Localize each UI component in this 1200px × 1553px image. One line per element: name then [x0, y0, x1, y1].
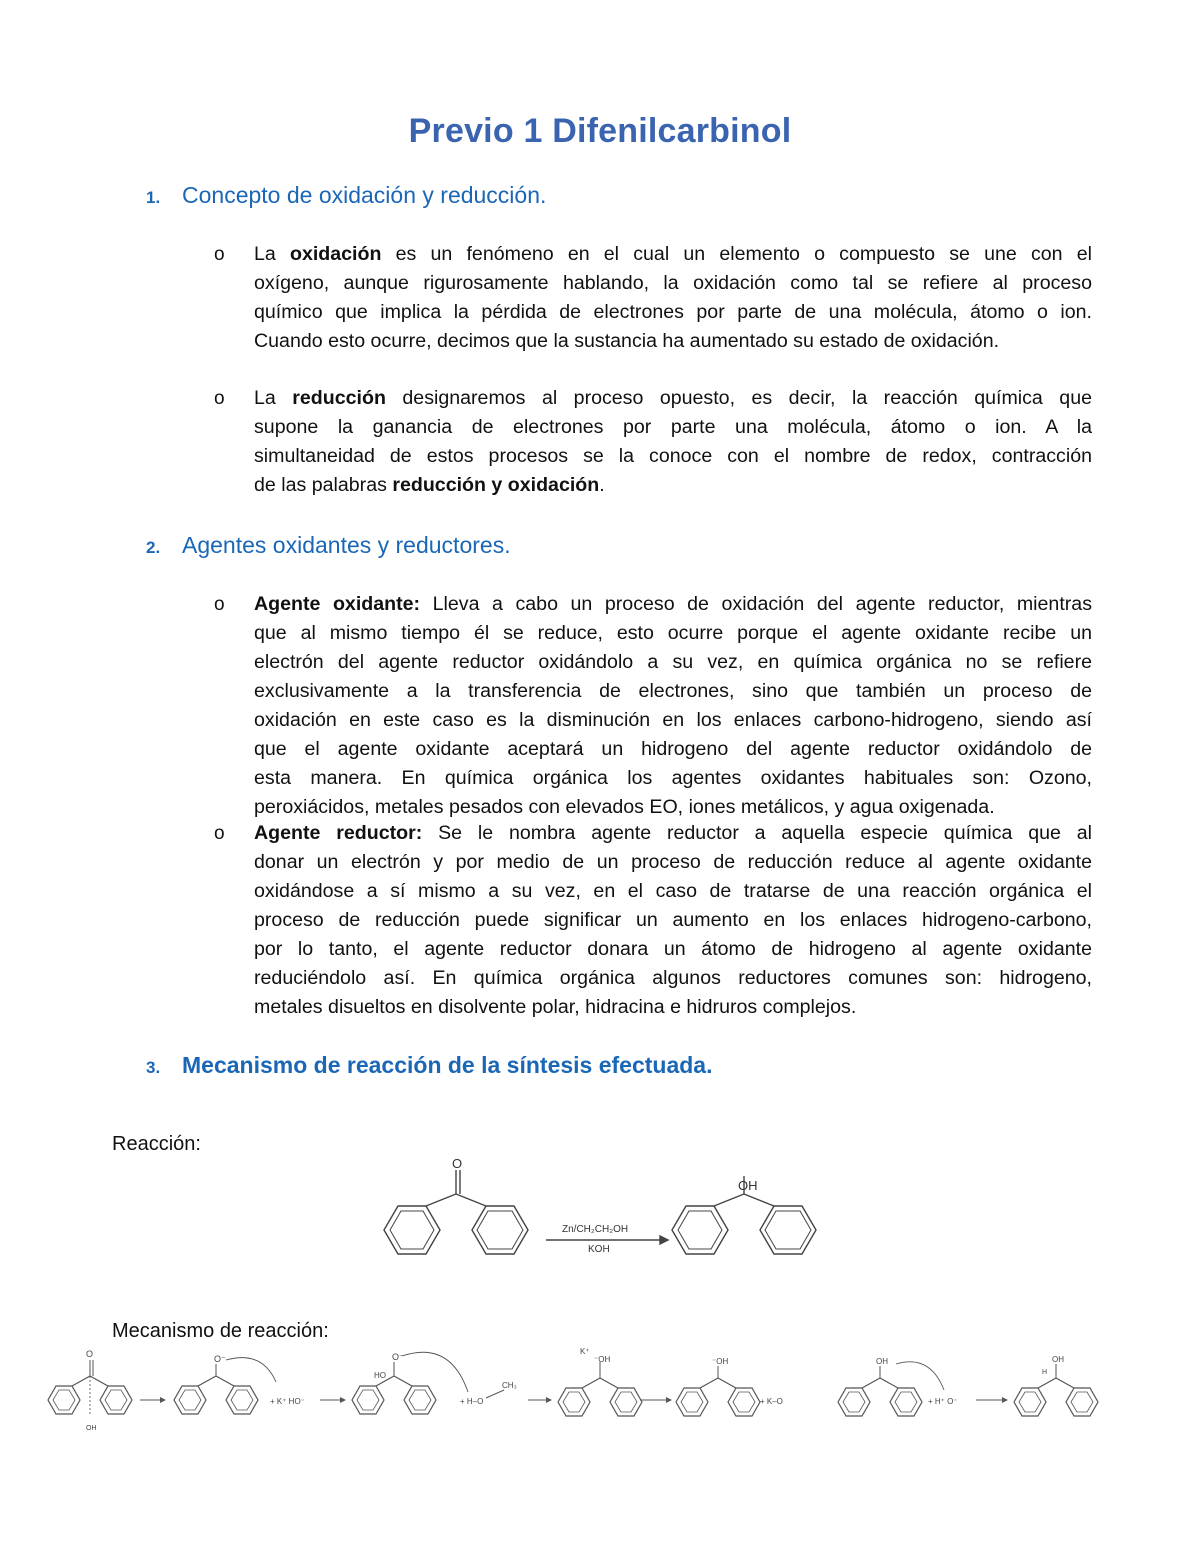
text-line: Agente oxidante: Lleva a cabo un proceso de oxidación del agente reductor, mientras [254, 593, 1092, 615]
bold-term: oxidación [289, 243, 382, 265]
reaction-scheme [370, 1156, 840, 1290]
step3-h-o-label: + H–O [460, 1397, 484, 1406]
text-line: donar un electrón y por medio de un proceso de reducción reduce al agente oxidante [254, 851, 1092, 873]
text-line: simultaneidad de estos procesos se la conoce con el nombre de redox, contracción [254, 445, 1092, 467]
step5-k-o-label: + K–O [760, 1397, 783, 1406]
item-text [254, 819, 1092, 1022]
step6-h-o-label: + H⁺ O⁻ [928, 1397, 958, 1406]
text-line: supone la ganancia de electrones por parte una molécula, átomo o ion. A la [254, 416, 1092, 438]
step2-o-minus-label: O⁻ [214, 1354, 226, 1364]
text-line: por lo tanto, el agente reductor donara un átomo de hidrogeno al agente oxidante [254, 938, 1092, 960]
item-text [254, 590, 1092, 822]
step3-o-minus-label: O⁻ [392, 1352, 404, 1362]
text-line: oxígeno, aunque rigurosamente hablando, la oxidación como tal se refiere al proceso [254, 272, 1092, 294]
bold-term: reducción [292, 387, 386, 409]
bold-term: Agente reductor: [254, 822, 423, 844]
section-title: Mecanismo de reacción de la síntesis efectuada. [182, 1052, 713, 1078]
mechanism-step-5 [676, 1357, 783, 1416]
step4-k-plus-label: K⁺ [580, 1347, 590, 1356]
text-line: La oxidación es un fenómeno en el cual un elemento o compuesto se une con el [254, 243, 1092, 265]
benzene-ring [384, 1206, 440, 1254]
text-line: proceso de reducción puede significar un aumento en los enlaces hidrogeno-carbono, [254, 909, 1092, 931]
step6-oh-label: OH [876, 1357, 888, 1366]
text-line: Agente reductor: Se le nombra agente reductor a aquella especie química que al [254, 822, 1093, 844]
text-line: oxidándose a sí mismo a su vez, en el caso de tratarse de una reacción orgánica el [254, 880, 1092, 902]
section-number: 2. [146, 538, 161, 557]
benzene-ring [472, 1206, 528, 1254]
bold-term: reducción y oxidación [392, 474, 600, 496]
item-text [254, 240, 1092, 356]
bullet-item-oxidacion [214, 240, 1092, 356]
page-title: Previo 1 Difenilcarbinol [408, 112, 792, 150]
text-line: químico que implica la pérdida de electrones por parte de una molécula, átomo o ion. [254, 301, 1092, 323]
text-line: metales disueltos en disolvente polar, hidracina e hidruros complejos. [254, 996, 857, 1018]
section-number: 3. [146, 1058, 161, 1077]
text-line: reduciéndolo así. En química orgánica algunos reductores comunes son: hidrogeno, [254, 967, 1092, 989]
mechanism-scheme [40, 1340, 1130, 1460]
mechanism-step-7 [1014, 1355, 1098, 1416]
text-line: que al mismo tiempo él se reduce, esto ocurre porque el agente oxidante recibe un [254, 622, 1092, 644]
reagent-top-label: Zn/CH₂CH₂OH [562, 1224, 629, 1235]
text-line: que el agente oxidante aceptará un hidrogeno del agente reductor oxidándolo de [254, 738, 1092, 760]
section-title: Concepto de oxidación y reducción. [182, 182, 547, 208]
step2-k-ho-label: + K⁺ HO⁻ [270, 1397, 305, 1406]
hydroxyl-label: OH [738, 1178, 758, 1193]
mechanism-step-1 [48, 1349, 166, 1432]
bullet-circle-icon: o [214, 388, 225, 409]
bold-term: Agente oxidante: [254, 593, 421, 615]
text-line: de las palabras reducción y oxidación. [254, 474, 605, 496]
reaction-label: Reacción: [112, 1133, 201, 1155]
text-line: Cuando esto ocurre, decimos que la sustancia ha aumentado su estado de oxidación. [254, 330, 1000, 352]
oxygen-label: O [452, 1156, 463, 1171]
step7-oh-label: OH [1052, 1355, 1064, 1364]
benzene-ring [760, 1206, 816, 1254]
section-number: 1. [146, 188, 161, 207]
mechanism-step-6 [838, 1357, 1008, 1416]
bullet-item-agente-reductor [214, 819, 1092, 1022]
item-text [254, 384, 1092, 500]
step1-o-label: O [86, 1349, 94, 1359]
bullet-circle-icon: o [214, 594, 225, 615]
section-title: Agentes oxidantes y reductores. [182, 532, 511, 558]
bullet-item-reduccion [214, 384, 1092, 500]
mechanism-step-3 [352, 1352, 552, 1414]
text-line: La reducción designaremos al proceso opuesto, es decir, la reacción química que [254, 387, 1092, 409]
text-line: peroxiácidos, metales pesados con elevados EO, iones metálicos, y agua oxigenada. [254, 796, 995, 818]
section-heading-3 [146, 1052, 713, 1079]
mechanism-label: Mecanismo de reacción: [112, 1320, 329, 1342]
text-line: electrón del agente reductor oxidándolo a su vez, en química orgánica no se refiere [254, 651, 1092, 673]
benzene-ring [672, 1206, 728, 1254]
section-heading-2 [146, 532, 511, 559]
step1-oh-label: OH [86, 1425, 97, 1432]
text-line: esta manera. En química orgánica los agentes oxidantes habituales son: Ozono, [254, 767, 1092, 789]
bullet-item-agente-oxidante [214, 590, 1092, 822]
text-line: oxidación en este caso es la disminución en los enlaces carbono-hidrogeno, siendo así [254, 709, 1092, 731]
step5-oh-label: ⁻OH [712, 1357, 729, 1366]
mechanism-step-4 [558, 1347, 672, 1416]
bullet-circle-icon: o [214, 244, 225, 265]
step3-ch3-label: CH₃ [502, 1381, 517, 1390]
bullet-circle-icon: o [214, 823, 225, 844]
reagent-bottom-label: KOH [588, 1244, 610, 1255]
step3-ho-label: HO [374, 1371, 386, 1380]
text-line: exclusivamente a la transferencia de electrones, sino que también un proceso de [254, 680, 1092, 702]
step4-oh-label: ⁻OH [594, 1355, 611, 1364]
step7-h-label: H [1042, 1369, 1048, 1376]
section-heading-1 [146, 182, 546, 209]
mechanism-step-2 [174, 1354, 346, 1414]
